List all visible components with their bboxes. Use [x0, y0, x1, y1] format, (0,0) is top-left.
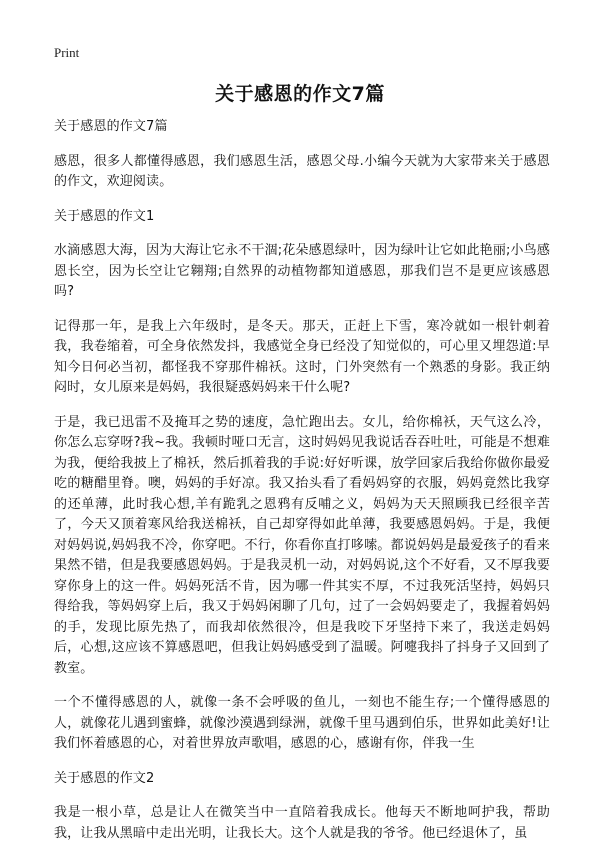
- essay1-paragraph-4: 一个不懂得感恩的人，就像一条不会呼吸的鱼儿，一刻也不能生存;一个懂得感恩的人，就像花儿遇到蜜蜂，就像沙漠遇到绿洲，就像千里马遇到伯乐，世界如此美好!让我们怀着感恩的心，对着世界放声歌唱，感恩的心，感谢有你，伴我一生: [54, 695, 550, 751]
- essay1-paragraph-2: 记得那一年，是我上六年级时，是冬天。那天，正赶上下雪，寒冷就如一根针刺着我，我卷缩着，可全身依然发抖，我感觉全身已经没了知觉似的，可心里又埋怨道:早知今日何必当初，都怪我不穿那件棉袄。这时，门外突然有一个熟悉的身影。我正纳闷时，女儿原来是妈妈，我很疑惑妈妈来干什么呢?: [54, 318, 550, 395]
- intro-paragraph: 感恩，很多人都懂得感恩，我们感恩生活，感恩父母.小编今天就为大家带来关于感恩的作文，欢迎阅读。: [54, 153, 550, 189]
- essay1-paragraph-3: 于是，我已迅雷不及掩耳之势的速度，急忙跑出去。女儿，给你棉袄，天气这么冷，你怎么忘穿呀?我~我。我顿时哑口无言，这时妈妈见我说话吞吞吐吐，可能是不想难为我，便给我披上了棉袄，然后抓着我的手说:好好听课，放学回家后我给你做你最爱吃的糖醋里脊。噢，妈妈的手好凉。我又抬头看了看妈妈穿的衣服，妈妈竟然比我穿的还单薄，此时我心想,羊有跪乳之恩鸦有反哺之义，妈妈为天天照顾我已经很辛苦了，今天又顶着寒风给我送棉袄，自己却穿得如此单薄，我要感恩妈妈。于是，我便对妈妈说,妈妈我不冷，你穿吧。不行，你看你直打哆嗦。都说妈妈是最爱孩子的看来果然不错，但是我要感恩妈妈。于是我灵机一动，对妈妈说,这个不好看，又不厚我要穿你身上的这一件。妈妈死活不肯，因为哪一件其实不厚，不过我死活坚持，妈妈只得给我，等妈妈穿上后，我又于妈妈闲聊了几句，过了一会妈妈要走了，我握着妈妈的手，发现比原先热了，而我却依然很冷，但是我咬下牙坚持下来了，我送走妈妈后，心想,这应该不算感恩吧，但我让妈妈感受到了温暖。阿嚏我抖了抖身子又回到了教室。: [54, 414, 550, 676]
- essay2-paragraph-1: 我是一根小草，总是让人在微笑当中一直陪着我成长。他每天不断地呵护我，帮助我，让我从黑暗中走出光明，让我长大。这个人就是我的爷爷。他已经退休了，虽: [54, 805, 550, 841]
- page-title: 关于感恩的作文7篇: [215, 83, 385, 105]
- essay1-paragraph-1: 水滴感恩大海，因为大海让它永不干涸;花朵感恩绿叶，因为绿叶让它如此艳丽;小鸟感恩长空，因为长空让它翱翔;自然界的动植物都知道感恩，那我们岂不是更应该感恩吗?: [54, 243, 550, 299]
- essay1-heading: 关于感恩的作文1: [54, 208, 155, 224]
- essay2-heading: 关于感恩的作文2: [54, 770, 155, 786]
- article-subtitle: 关于感恩的作文7篇: [54, 119, 168, 134]
- article-body: [54, 117, 550, 858]
- print-link[interactable]: Print: [54, 45, 80, 60]
